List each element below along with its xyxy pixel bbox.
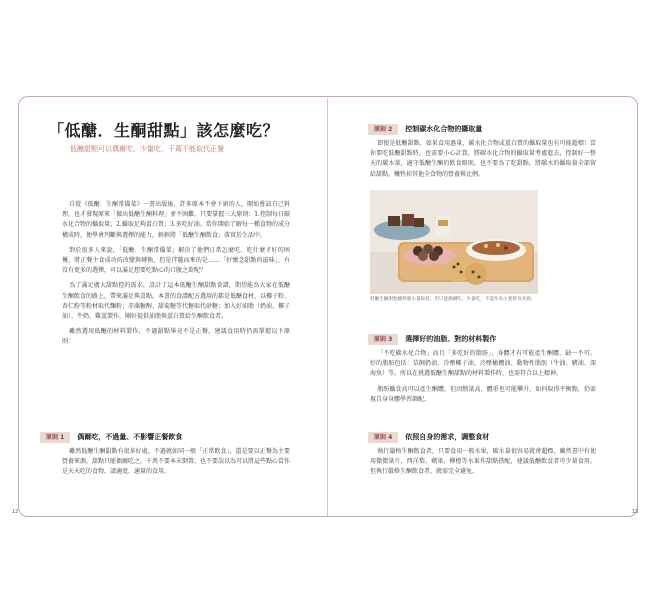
paragraph: 對於很多人來說，「低醣．生酮常備菜」解決了他們日常怎麼吃、吃什麼才好的困擾，將正餐主食成功的改變與轉換，但是伴隨而來的是……「好懷念甜點的滋味」，有沒有更多的選擇，可以滿足想要吃點心的口腹之欲呢？	[62, 246, 290, 275]
dessert-photo	[370, 190, 538, 294]
paragraph: 雖然選用低醣的材料製作，不過甜點畢竟不是正餐，建議食用時仍需掌握以下原則：	[62, 328, 290, 346]
rule-title: 控制碳水化合物的攝取量	[405, 125, 483, 133]
rule-title: 偶爾吃，不過量、不影響正餐飲食	[77, 433, 183, 441]
rule-badge: 原則 3	[368, 334, 398, 345]
rule-1-heading	[40, 431, 182, 443]
paragraph: 即使是低醣甜點，如果食用過量，碳水化合物或蛋白質的攝取量也有可能超標！當你要吃低醣甜點時，也需要小心計算，將碳水化合物的攝取量考慮進去，控制好一整天的碳水量，適守低醣生酮的飲食原則，也不要為了吃甜點，將碳水的攝取量全部留給甜點，犧牲掉其他全食物的營養與比例。	[370, 140, 596, 178]
paragraph: 「不吃碳水化合物」而且「多吃好的脂肪」，身體才有可能產生酮體，缺一不可。好的脂肪包括：草飼奶油、冷壓椰子油、冷壓橄欖油、動物性脂肪（牛油、豬油、深海魚）等。所以在挑選低醣生酮甜點的材料製作時，也需符合以上精神。	[370, 350, 596, 378]
page-number-left: 12	[12, 509, 19, 515]
page-subtitle: 低醣甜點可以偶爾吃、少量吃，千萬不能取代正餐	[70, 145, 224, 153]
rule-badge: 原則 2	[368, 124, 398, 135]
page-number-right: 13	[632, 509, 639, 515]
rule-2-heading	[368, 123, 482, 135]
dessert-illustration	[370, 190, 538, 294]
rule-4-heading	[368, 431, 489, 443]
paragraph: 自從《低醣．生酮常備菜》一書出版後，許多原本不會下廚的人，開始嘗試自己料理，也才發現原來「做出低醣生酮料理」並不困難，只要掌握三大原則：1.控制每日碳水化合物的攝取量；2.攝取足夠蛋白質；3.多吃好油。當你開始了解每一種食物的成分構成時，便學會判斷與選擇的能力，輕輕將「低醣生酮飲食」落實於生活中。	[62, 201, 290, 239]
rule-3-heading	[368, 333, 496, 345]
rule-badge: 原則 4	[368, 432, 398, 443]
rule-1-text	[62, 447, 290, 483]
paragraph: 雖然低醣生酮甜點有很多好處，不過就如同一般「正常飲食」，還是要以正餐為主要營養來源，甜點只能偶爾吃之，千萬不要本末倒置，也不要誤以為可以將這些點心當作是天天吃的食物，請適度、適量的食用。	[62, 448, 291, 476]
rule-title: 依照自身的需求，調整食材	[405, 433, 490, 441]
page-title: 「低醣．生酮甜點」該怎麼吃？	[48, 121, 280, 140]
page-gutter	[327, 98, 328, 516]
photo-caption: 低醣生酮甜點雖然碳水量較低，但只能偶爾吃，少量吃，不能作為主要飲食來源。	[370, 297, 536, 302]
rule-title: 選擇好的油脂、對的材料製作	[405, 335, 497, 343]
paragraph: 執行嚴格生酮飲食者，只要食用一般水果，碳水量很容易就會超標，雖然書中有使用微微量片、西洋梨、蘋果、柳橙等水果作甜點搭配，建議低醣飲食者可少量食用，但執行嚴格生酮飲食者，就需完全避免。	[370, 448, 596, 476]
rule-3-text	[370, 349, 596, 410]
paragraph: 脂肪攝食高可以產生酮體，但因熱量高，體重也可能攀升，如何取得平衡點，仍需視自身身體學習調配。	[370, 385, 596, 403]
paragraph: 為了滿足廣大甜點控的需求，設計了這本低醣生酮甜點食譜，期望能為大家在低醣生酮飲食的路上，帶來滿足與喜點。本書的食譜配方選用的都是低醣食材，以椰子粉、杏仁粉等粉材取代麵粉；赤藻糖醇、甜菊糖等代糖取代砂糖；加入好油脂（奶油、椰子油）、牛奶、雞蛋製作，剛好提供油脂與蛋白質給生酮飲食者。	[62, 282, 291, 321]
rule-badge: 原則 1	[40, 432, 70, 443]
rule-4-text	[370, 447, 596, 483]
intro-text	[62, 200, 290, 353]
rule-2-text	[370, 139, 596, 185]
